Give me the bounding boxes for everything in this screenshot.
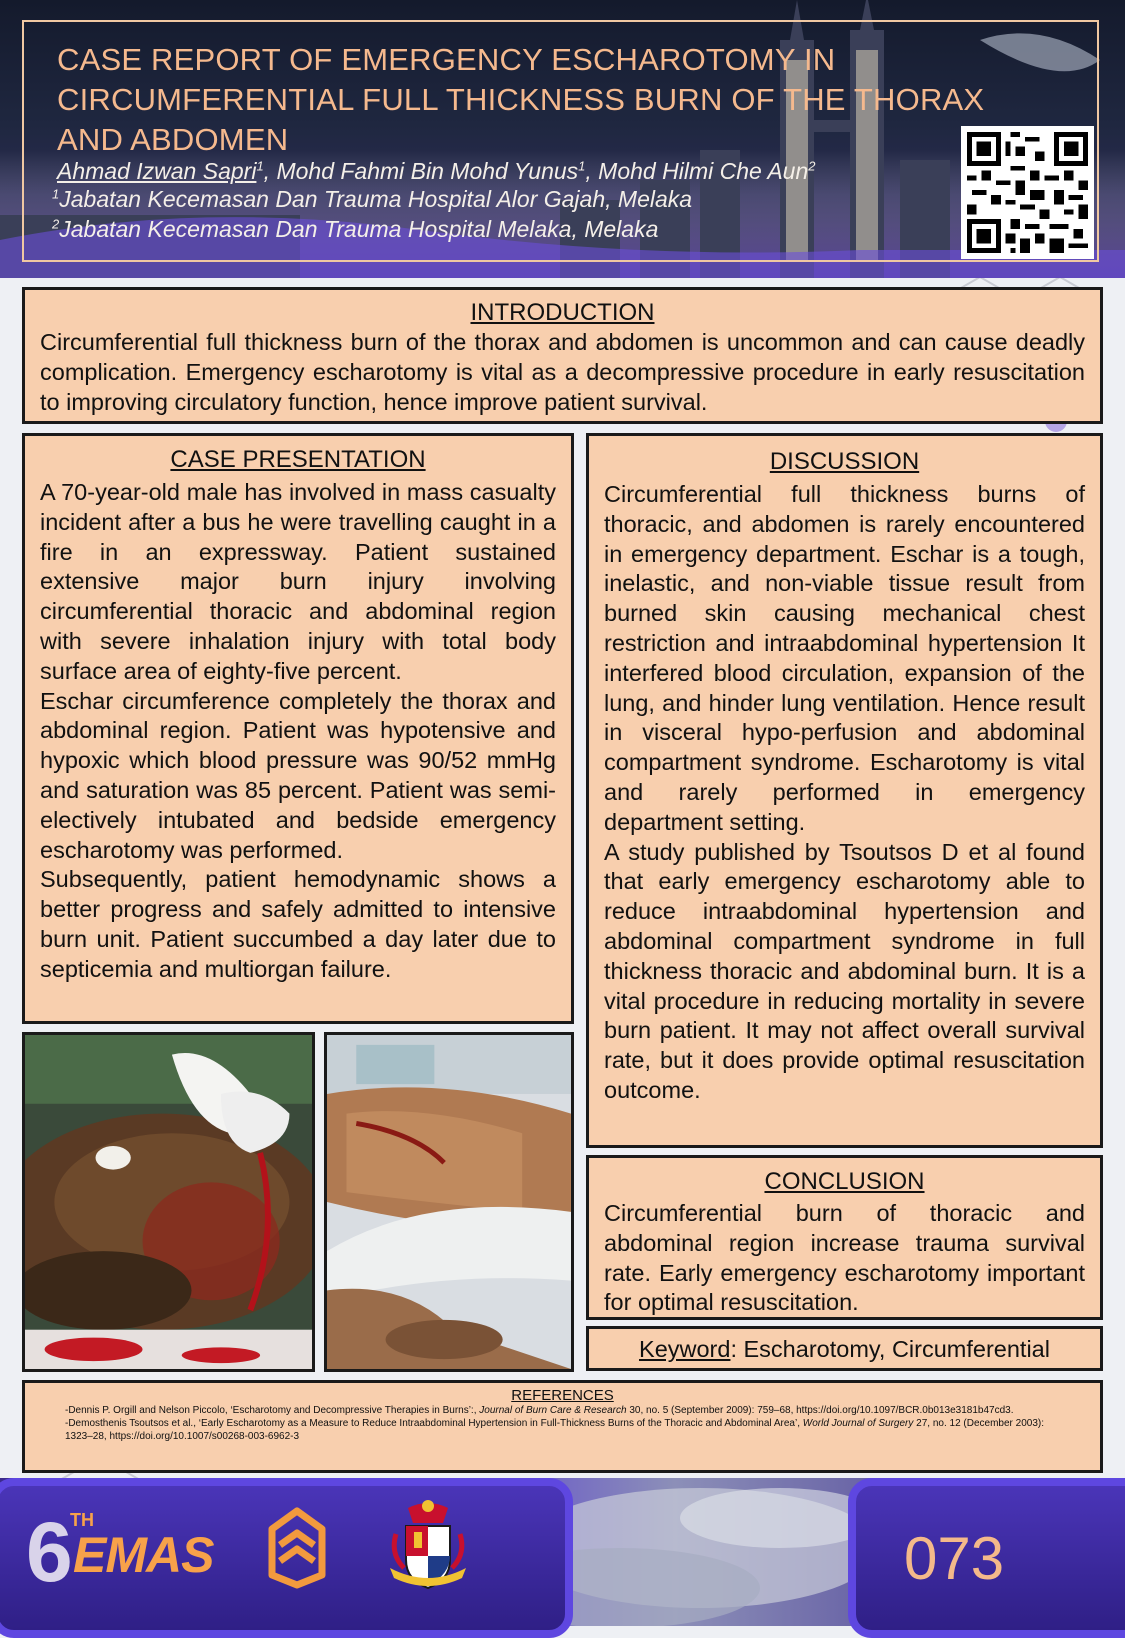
affiliation-2: $^2$Jabatan Kecemasan Dan Trauma Hospital Melaka, Melaka (52, 216, 659, 242)
chevron-emblem-icon (266, 1505, 328, 1589)
hospital-crest-icon (388, 1498, 468, 1598)
reference-1: -Dennis P. Orgill and Nelson Piccolo, ‘Escharotomy and Decompressive Therapies in Burns’:, Journal of Burn Care & Research 30, no. 5 (September 2009): 759–68, https://doi.org/10.1097/BCR.0b013e3181b47cd3. (65, 1405, 1014, 1416)
qr-code-icon (967, 132, 1088, 253)
keyword-value: : Escharotomy, Circumferential (730, 1336, 1050, 1362)
references-heading: REFERENCES (511, 1387, 614, 1404)
emas-logo-th: TH (70, 1510, 94, 1530)
reference-2: -Demosthenis Tsoutsos et al., ‘Early Escharotomy as a Measure to Reduce Intraabdominal Hypertension in Full-Thickness Burns of the Thoracic and Abdominal Area’, World Journal of Surgery 27, no. 12 (December 2003): 1323–28, https://doi.org/10.1007/s00268-003-6962-3 (65, 1418, 1045, 1442)
discussion-paragraph-1: Circumferential full thickness burns of thoracic, and abdomen is rarely encountered in emergency department. Eschar is a tough, inelastic, and non-viable tissue result from burned skin causing mechanical chest restriction and intraabdominal hypertension It interfered blood circulation, expansion of the lung, and hinder lung ventilation. Hence result in visceral hypo-perfusion and abdominal compartment syndrome. Escharotomy is vital and rarely performed in emergency department setting. (604, 481, 1085, 835)
emas-logo-number: 6 (26, 1505, 73, 1599)
case-paragraph-1: A 70-year-old male has involved in mass casualty incident after a bus he were travelling caught in a fire in an expressway. Patient sustained extensive major burn injury involving circumferential thoracic and abdominal region with severe inhalation injury with total body surface area of eighty-five percent. (40, 479, 556, 684)
conclusion-heading: CONCLUSION (764, 1168, 925, 1195)
author-1: Ahmad Izwan Sapri (57, 158, 257, 184)
escharotomy-photo-1 (22, 1032, 315, 1372)
author-2: , Mohd Fahmi Bin Mohd Yunus (263, 158, 579, 184)
poster-number: 073 (904, 1525, 1005, 1592)
case-paragraph-3: Subsequently, patient hemodynamic shows a better progress and safely admitted to intensive burn unit. Patient succumbed a day later due to septicemia and multiorgan failure. (40, 866, 556, 982)
discussion-heading: DISCUSSION (769, 448, 920, 475)
affiliation-1: $^1$Jabatan Kecemasan Dan Trauma Hospital Alor Gajah, Melaka (52, 186, 693, 212)
author-list: Ahmad Izwan Sapri$^1$, Mohd Fahmi Bin Mohd Yunus$^1$, Mohd Hilmi Che Aun$^2$ (57, 158, 816, 184)
case-presentation-heading: CASE PRESENTATION (170, 446, 426, 473)
poster-title: CASE REPORT OF EMERGENCY ESCHAROTOMY IN CIRCUMFERENTIAL FULL THICKNESS BURN OF THE THORAX AND ABDOMEN (57, 42, 985, 157)
introduction-heading: INTRODUCTION (470, 299, 655, 326)
conclusion-panel (586, 1155, 1103, 1320)
introduction-text: Circumferential full thickness burn of the thorax and abdomen is uncommon and can cause deadly complication. Emergency escharotomy is vital as a decompressive procedure in early resuscitation to improving circulatory function, hence improve patient survival. (40, 329, 1085, 415)
conclusion-text: Circumferential burn of thoracic and abdominal region increase trauma survival rate. Early emergency escharotomy important for optimal resuscitation. (604, 1200, 1085, 1316)
case-presentation-panel (22, 433, 574, 1024)
case-paragraph-2: Eschar circumference completely the thorax and abdominal region. Patient was hypotensive and hypoxic which blood pressure was 90/52 mmHg and saturation was 85 percent. Patient was semi-electively intubated and bedside emergency escharotomy was performed. (40, 687, 556, 863)
emas-logo-text: EMAS (73, 1527, 214, 1583)
keyword-panel (586, 1326, 1103, 1371)
qr-code[interactable] (961, 126, 1094, 259)
escharotomy-photo-2 (324, 1032, 574, 1372)
discussion-panel (586, 433, 1103, 1148)
introduction-panel (22, 287, 1103, 424)
discussion-paragraph-2: A study published by Tsoutsos D et al found that early emergency escharotomy able to reduce intraabdominal hypertension and abdominal compartment syndrome in full thickness thoracic and abdominal burn. It is a vital procedure in reducing mortality in severe burn patient. It may not affect overall survival rate, but it does provide optimal resuscitation outcome. (604, 838, 1085, 1103)
author-3: , Mohd Hilmi Che Aun (585, 158, 809, 184)
keyword-label: Keyword (639, 1336, 731, 1362)
references-panel (22, 1380, 1103, 1473)
